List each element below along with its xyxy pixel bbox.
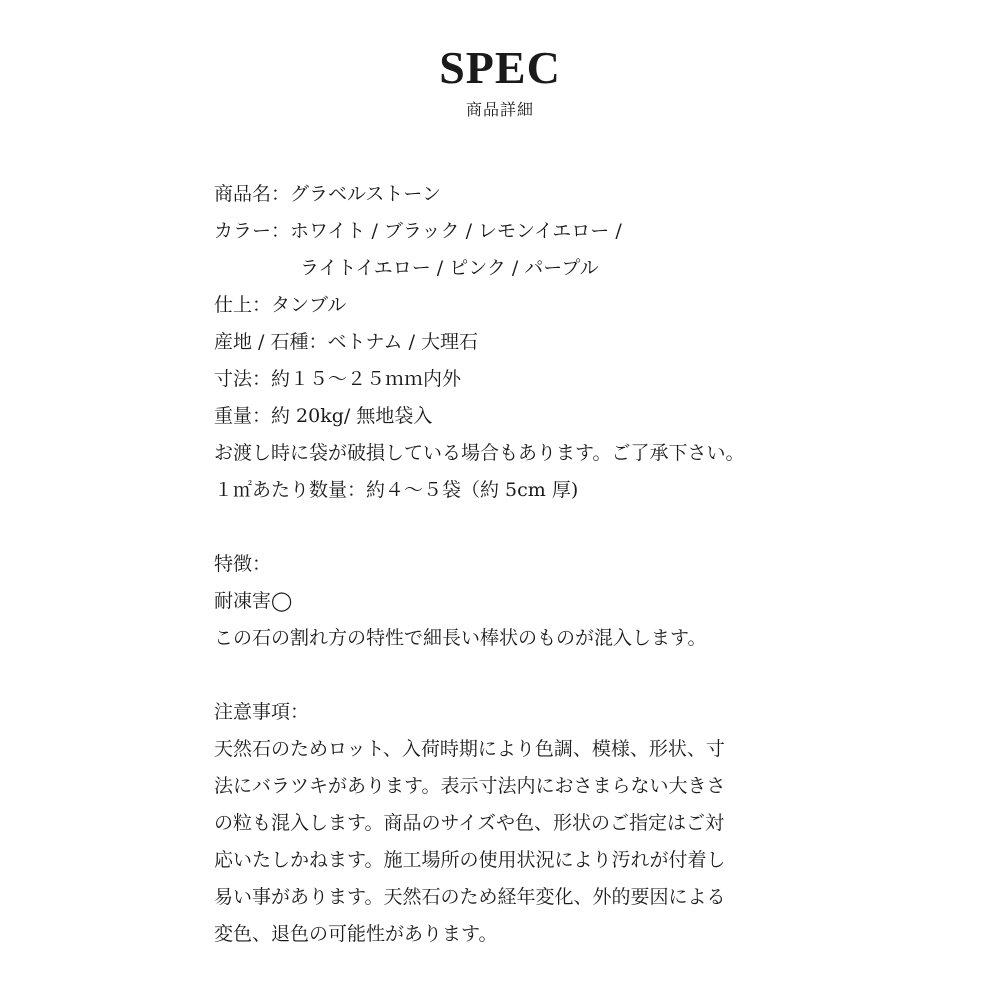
notes-line: 法にバラツキがあります。表示寸法内におさまらない大きさ [214,775,726,797]
notes-heading: 注意事項： [214,701,310,723]
notes-line: 応いたしかねます。施工場所の使用状況により汚れが付着し [214,849,726,871]
weight: 重量：約 20kg/ 無地袋入 [214,405,433,427]
finish: 仕上：タンブル [214,294,347,316]
notes-line: 変色、退色の可能性があります。 [214,923,498,945]
product-name: 商品名：グラベルストーン [214,183,442,205]
notes-line: 易い事があります。天然石のため経年変化、外的要因による [214,886,726,908]
quantity: １㎡あたり数量：約４～５袋（約 5cm 厚) [214,479,579,501]
notes-line: 天然石のためロット、入荷時期により色調、模様、形状、寸 [214,738,725,760]
notes-line: の粒も混入します。商品のサイズや色、形状のご指定はご対 [214,812,724,834]
frost-resistance: 耐凍害◯ [214,590,293,612]
shape-note: この石の割れ方の特性で細長い棒状のものが混入します。 [214,627,707,649]
page-header [0,40,1000,122]
color-line-1: カラー：ホワイト / ブラック / レモンイエロー / [214,220,622,242]
spacer [214,657,804,694]
spacer [214,509,804,546]
origin: 産地 / 石種：ベトナム / 大理石 [214,331,479,353]
size: 寸法：約１５～２５ｍｍ内外 [214,368,462,390]
page-title: SPEC [439,42,561,93]
features-heading: 特徴： [214,553,272,575]
bag-note: お渡し時に袋が破損している場合もあります。ご了承下さい。 [214,442,745,464]
page-subtitle: 商品詳細 [465,100,534,119]
spec-content [214,176,804,953]
color-line-2: ライトイエロー / ピンク / パープル [300,257,599,279]
